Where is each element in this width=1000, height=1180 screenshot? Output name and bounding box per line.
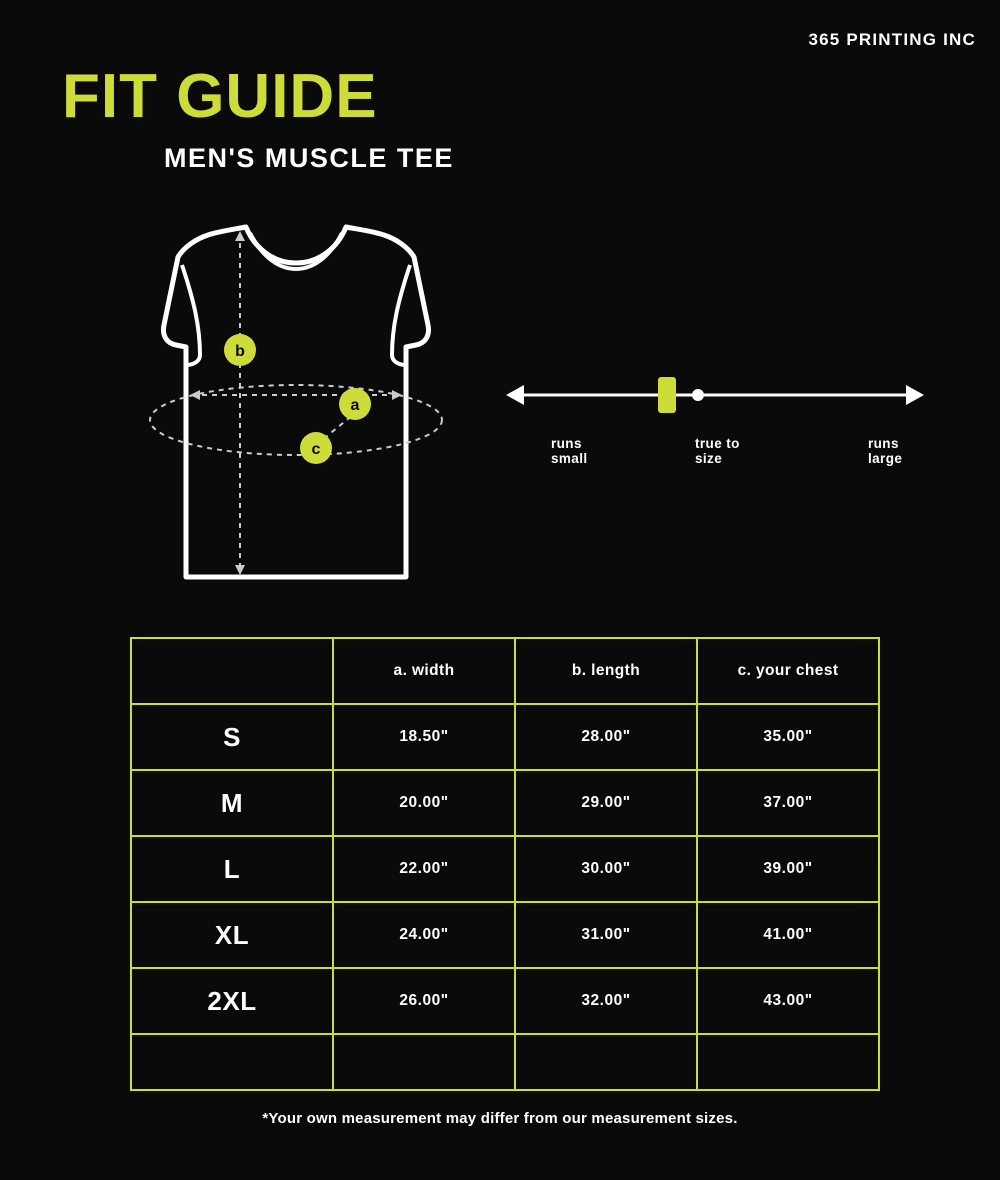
cell-size: S: [131, 704, 333, 770]
cell-size: M: [131, 770, 333, 836]
cell-length: [515, 1034, 697, 1090]
scale-label-runs-large-line1: runs: [868, 436, 899, 451]
cell-width: 18.50": [333, 704, 515, 770]
cell-chest: 35.00": [697, 704, 879, 770]
cell-size: L: [131, 836, 333, 902]
table-row: [131, 704, 879, 770]
table-row: [131, 836, 879, 902]
table-row: [131, 1034, 879, 1090]
svg-text:b: b: [235, 343, 245, 360]
muscle-tee-outline-icon: [120, 205, 520, 605]
scale-label-runs-small-line1: runs: [551, 436, 582, 451]
cell-chest: 37.00": [697, 770, 879, 836]
cell-width: [333, 1034, 515, 1090]
svg-text:c: c: [311, 441, 321, 458]
brand-name: 365 PRINTING INC: [808, 30, 976, 49]
column-header-width: a. width: [333, 638, 515, 704]
column-header-length: b. length: [515, 638, 697, 704]
table-row: [131, 770, 879, 836]
scale-label-runs-small-line2: small: [551, 451, 588, 466]
cell-size: 2XL: [131, 968, 333, 1034]
cell-width: 22.00": [333, 836, 515, 902]
cell-length: 28.00": [515, 704, 697, 770]
cell-width: 20.00": [333, 770, 515, 836]
scale-label-true-to-size: [650, 436, 740, 466]
fit-scale-labels: [500, 432, 930, 477]
cell-length: 29.00": [515, 770, 697, 836]
scale-label-true-line2: size: [695, 451, 723, 466]
cell-length: 30.00": [515, 836, 697, 902]
cell-length: 32.00": [515, 968, 697, 1034]
page-subtitle: MEN'S MUSCLE TEE: [164, 143, 454, 173]
cell-chest: 39.00": [697, 836, 879, 902]
cell-size: [131, 1034, 333, 1090]
svg-text:a: a: [350, 397, 360, 414]
table-header-row: [131, 638, 879, 704]
scale-label-true-line1: true to: [695, 436, 740, 451]
cell-chest: 43.00": [697, 968, 879, 1034]
size-chart: [130, 637, 878, 1091]
scale-label-runs-small: [508, 436, 594, 466]
column-header-size: [131, 638, 333, 704]
cell-width: 26.00": [333, 968, 515, 1034]
cell-length: 31.00": [515, 902, 697, 968]
column-header-chest: c. your chest: [697, 638, 879, 704]
scale-label-runs-large: [825, 436, 911, 466]
page-title: FIT GUIDE: [62, 62, 378, 131]
table-row: [131, 902, 879, 968]
measurement-note: *Your own measurement may differ from our measurement sizes.: [262, 1110, 738, 1127]
cell-chest: 41.00": [697, 902, 879, 968]
cell-size: XL: [131, 902, 333, 968]
table-row: [131, 968, 879, 1034]
cell-width: 24.00": [333, 902, 515, 968]
cell-chest: [697, 1034, 879, 1090]
scale-label-runs-large-line2: large: [868, 451, 903, 466]
muscle-tee-illustration: [120, 205, 520, 605]
size-table: [130, 637, 880, 1091]
